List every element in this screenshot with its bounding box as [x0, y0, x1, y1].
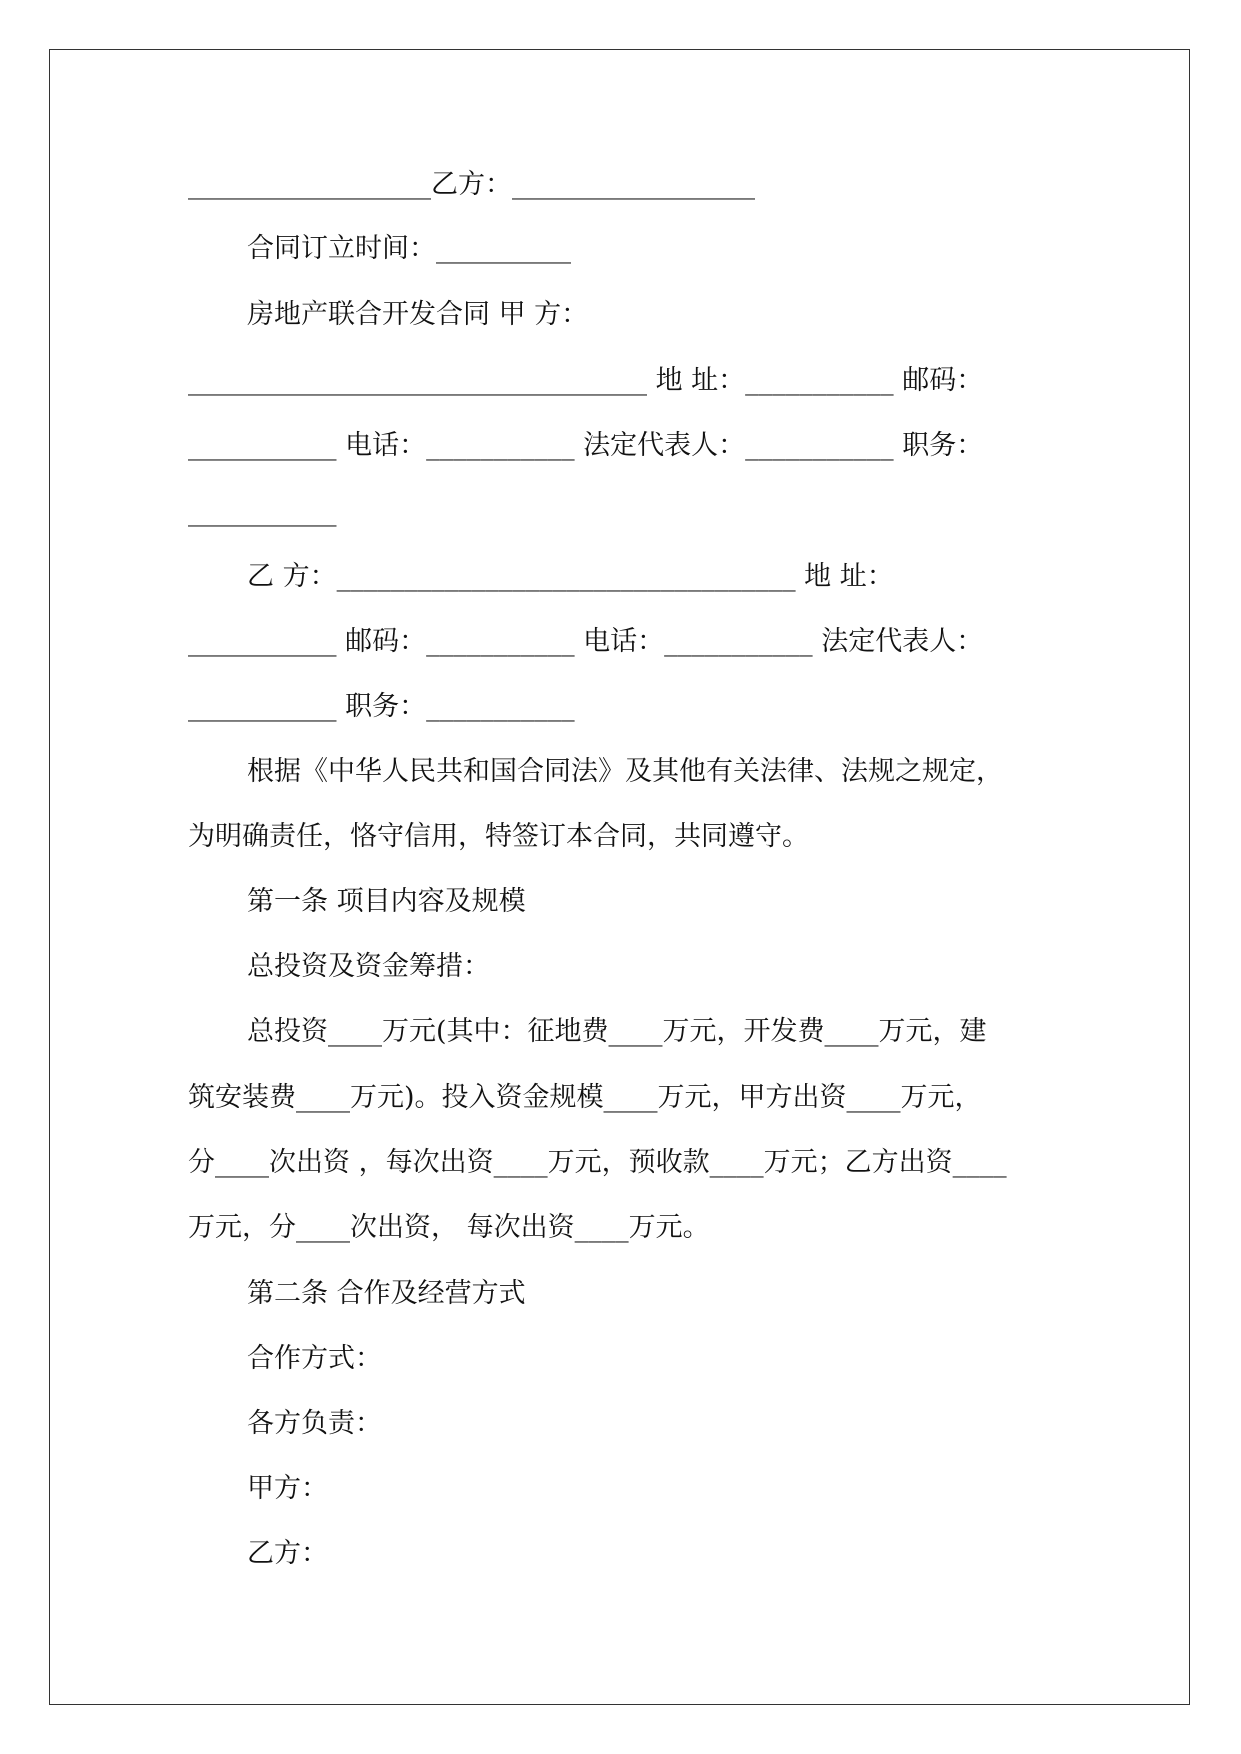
preamble-line-2: 为明确责任，恪守信用，特签订本合同，共同遵守。 [188, 821, 809, 852]
contract-date-line: 合同订立时间：__________ [247, 233, 571, 264]
contract-title-party-a: 房地产联合开发合同 甲 方： [247, 299, 589, 330]
party-a-phone-rep-line: ___________ 电话：___________ 法定代表人：___________ 职务： [188, 430, 984, 461]
investment-line-1: 总投资____万元(其中：征地费____万元，开发费____万元，建 [247, 1016, 987, 1047]
party-b-postcode-line: ___________ 邮码：___________ 电话：___________ 法定代表人： [188, 626, 984, 657]
cooperation-method-label: 合作方式： [247, 1343, 382, 1374]
article-2-heading: 第二条 合作及经营方式 [247, 1278, 526, 1309]
article-1-heading: 第一条 项目内容及规模 [247, 886, 526, 917]
investment-line-3: 分____次出资 ，每次出资____万元，预收款____万元；乙方出资____ [188, 1147, 1007, 1178]
investment-line-4: 万元，分____次出资， 每次出资____万元。 [188, 1212, 710, 1243]
investment-line-2: 筑安装费____万元)。投入资金规模____万元，甲方出资____万元， [188, 1082, 982, 1113]
party-a-title-blank: ___________ [188, 496, 337, 527]
responsibilities-label: 各方负责： [247, 1408, 382, 1439]
party-b-header-line: __________________乙方：__________________ [188, 169, 755, 200]
investment-heading: 总投资及资金筹措： [247, 951, 490, 982]
party-a-label: 甲方： [247, 1473, 328, 1504]
preamble-line-1: 根据《中华人民共和国合同法》及其他有关法律、法规之规定， [247, 756, 1003, 787]
party-a-address-line: __________________________________ 地 址：___________ 邮码： [188, 365, 984, 396]
page-border [49, 49, 1190, 1705]
party-b-title-line: ___________ 职务：___________ [188, 691, 575, 722]
party-b-label: 乙方： [247, 1538, 328, 1569]
party-b-address-line: 乙 方：__________________________________ 地 址： [247, 561, 894, 592]
